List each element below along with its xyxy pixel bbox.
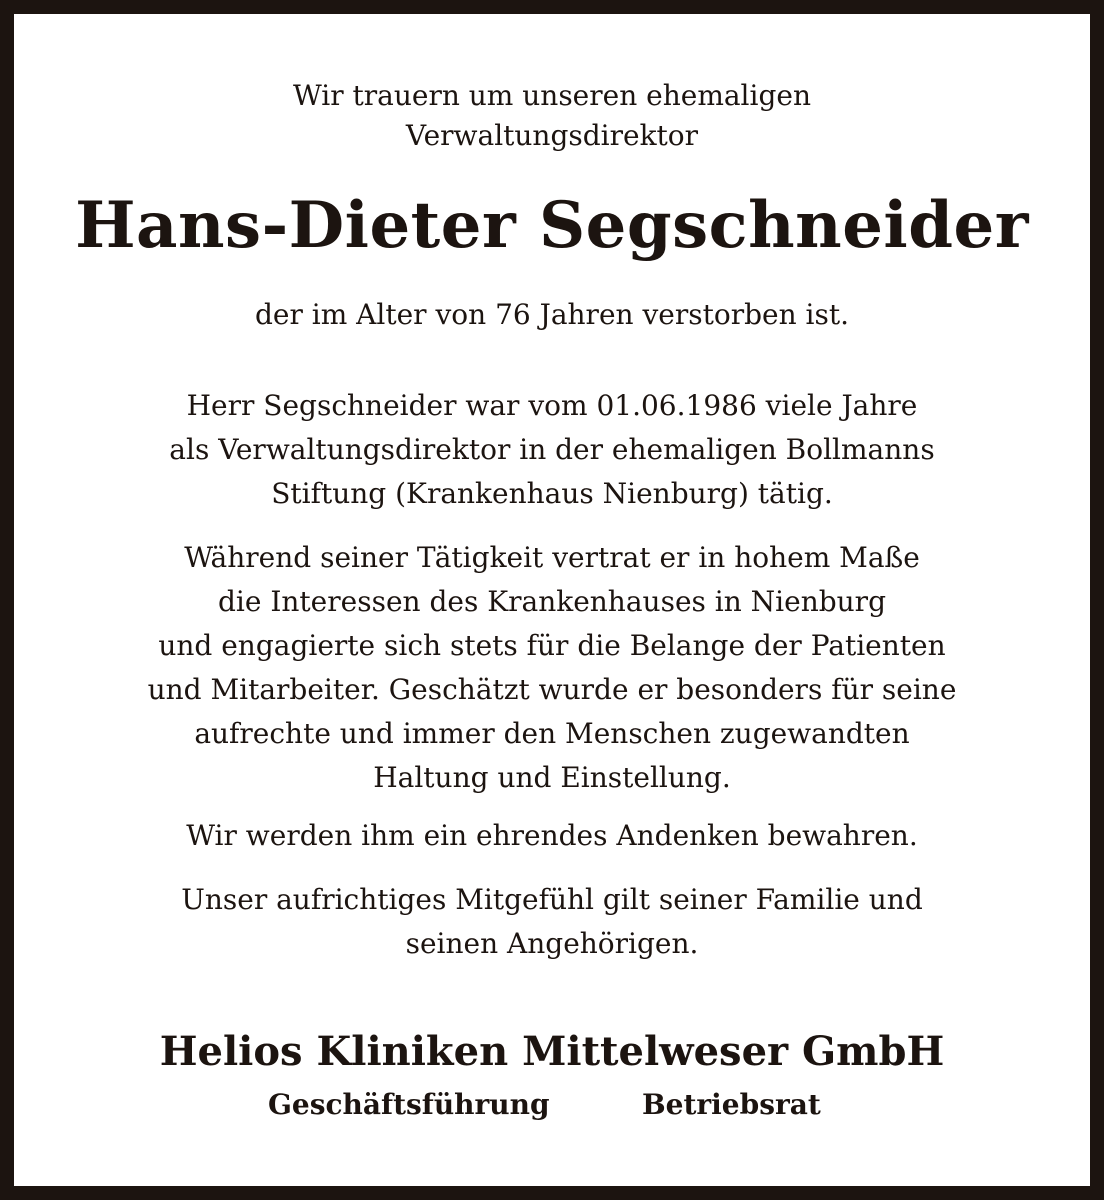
career-paragraph <box>28 384 1076 516</box>
text-line: Haltung und Einstellung. <box>373 761 731 794</box>
text-line: Herr Segschneider war vom 01.06.1986 viele Jahre <box>186 389 918 422</box>
text-line: Während seiner Tätigkeit vertrat er in hohem Maße <box>184 541 920 574</box>
text-line: und engagierte sich stets für die Belange der Patienten <box>158 629 946 662</box>
intro-line: Verwaltungsdirektor <box>405 119 699 152</box>
remembrance-paragraph <box>28 814 1076 858</box>
intro-text <box>28 76 1076 156</box>
text-line: die Interessen des Krankenhauses in Nienburg <box>217 585 886 618</box>
text-line: Unser aufrichtiges Mitgefühl gilt seiner Familie und <box>181 883 923 916</box>
text-line: und Mitarbeiter. Geschätzt wurde er besonders für seine <box>147 673 957 706</box>
organization-name: Helios Kliniken Mittelweser GmbH <box>159 1028 945 1075</box>
text-line: seinen Angehörigen. <box>405 927 699 960</box>
signatory-works-council: Betriebsrat <box>642 1088 821 1121</box>
text-line: Stiftung (Krankenhaus Nienburg) tätig. <box>271 477 833 510</box>
age-line: der im Alter von 76 Jahren verstorben ist. <box>255 298 849 331</box>
text-line: aufrechte und immer den Menschen zugewandten <box>194 717 910 750</box>
signatory-management: Geschäftsführung <box>268 1088 550 1121</box>
text-line: Wir werden ihm ein ehrendes Andenken bewahren. <box>186 819 918 852</box>
intro-line: Wir trauern um unseren ehemaligen <box>292 79 811 112</box>
deceased-name: Hans-Dieter Segschneider <box>75 188 1029 263</box>
tribute-paragraph <box>28 536 1076 800</box>
condolence-paragraph <box>28 878 1076 966</box>
text-line: als Verwaltungsdirektor in der ehemaligen Bollmanns <box>169 433 935 466</box>
